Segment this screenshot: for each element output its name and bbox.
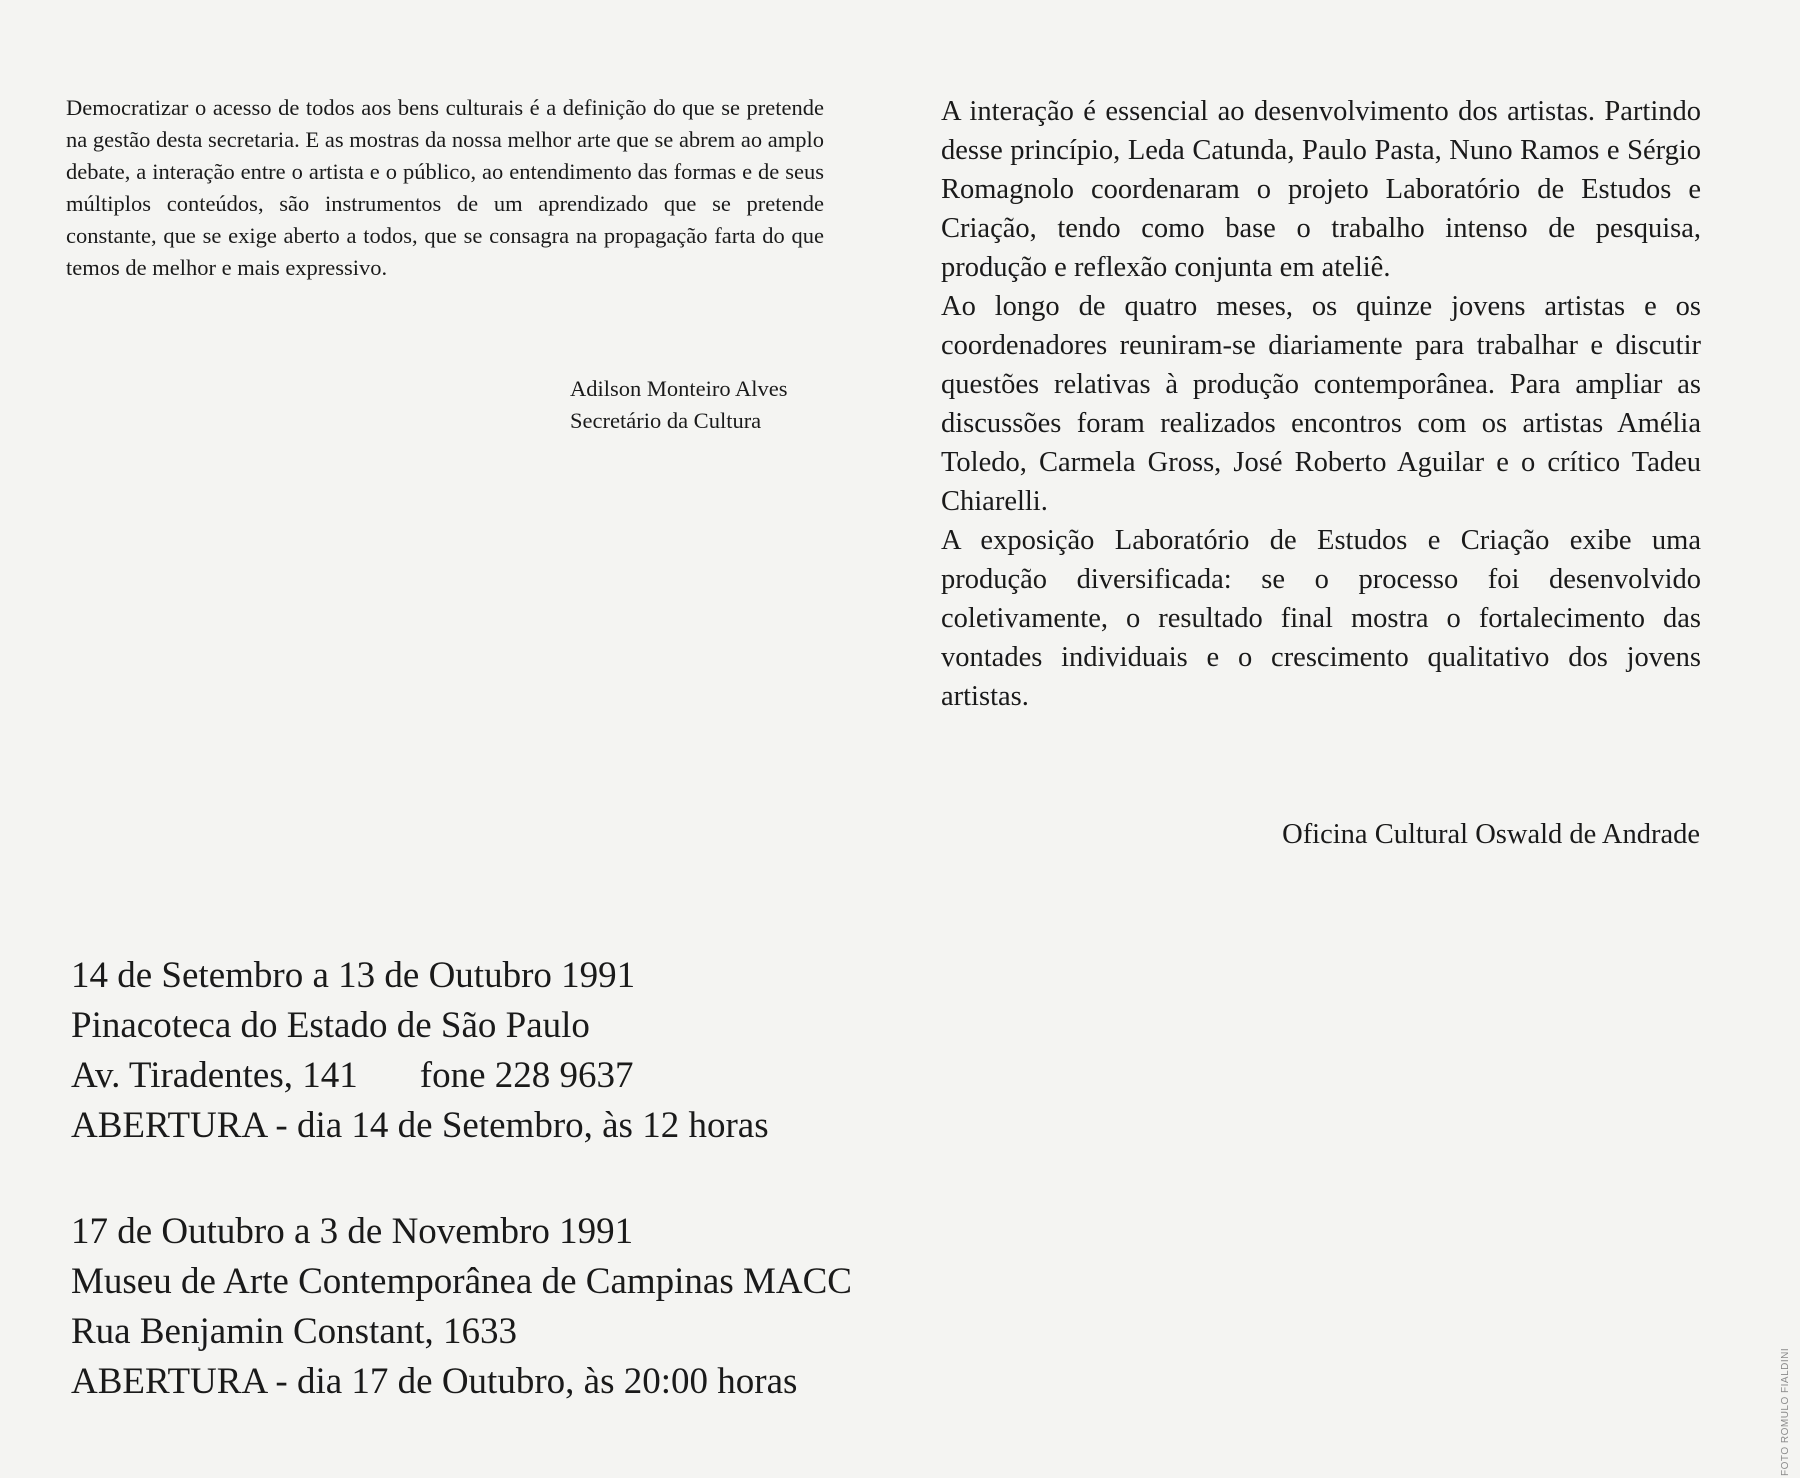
venue-macc bbox=[71, 1207, 852, 1407]
venue-opening: ABERTURA - dia 14 de Setembro, às 12 horas bbox=[71, 1105, 769, 1146]
venue-address-line bbox=[71, 1051, 769, 1101]
secretary-statement-text: Democratizar o acesso de todos aos bens culturais é a definição do que se pretende na gestão desta secretaria. E as mostras da nossa melhor arte que se abrem ao amplo debate, a interação entre o artista e o público, ao entendimento das formas e de seus múltiplos conteúdos, são instrumentos de um aprendizado que se pretende constante, que se exige aberto a todos, que se consagra na propagação farta do que temos de melhor e mais expressivo. bbox=[66, 95, 824, 280]
venue-place: Museu de Arte Contemporânea de Campinas MACC bbox=[71, 1261, 852, 1302]
workshop-signature: Oficina Cultural Oswald de Andrade bbox=[1282, 819, 1700, 850]
workshop-paragraph-1: A interação é essencial ao desenvolvimento dos artistas. Partindo desse princípio, Leda Catunda, Paulo Pasta, Nuno Ramos e Sérgio Romagnolo coordenaram o projeto Laboratório de Estudos e Criação, tendo como base o trabalho intenso de pesquisa, produção e reflexão conjunta em ateliê. bbox=[941, 96, 1701, 283]
venue-dates: 14 de Setembro a 13 de Outubro 1991 bbox=[71, 955, 636, 996]
workshop-statement bbox=[941, 92, 1701, 716]
venue-phone: fone 228 9637 bbox=[419, 1055, 634, 1096]
secretary-name: Adilson Monteiro Alves bbox=[570, 376, 788, 401]
venue-address: Rua Benjamin Constant, 1633 bbox=[71, 1311, 518, 1352]
venue-address: Av. Tiradentes, 141 bbox=[71, 1055, 358, 1096]
secretary-signature bbox=[570, 373, 788, 437]
secretary-statement bbox=[66, 92, 824, 284]
venue-opening: ABERTURA - dia 17 de Outubro, às 20:00 horas bbox=[71, 1361, 798, 1402]
venue-place: Pinacoteca do Estado de São Paulo bbox=[71, 1005, 590, 1046]
secretary-title: Secretário da Cultura bbox=[570, 408, 762, 433]
photo-credit: FOTO ROMULO FIALDINI bbox=[1780, 1347, 1791, 1476]
venue-pinacoteca bbox=[71, 951, 769, 1151]
venue-dates: 17 de Outubro a 3 de Novembro 1991 bbox=[71, 1211, 634, 1252]
workshop-paragraph-3: A exposição Laboratório de Estudos e Criação exibe uma produção diversificada: se o processo foi desenvolvido coletivamente, o resultado final mostra o fortalecimento das vontades individuais e o crescimento qualitativo dos jovens artistas. bbox=[941, 525, 1701, 712]
workshop-paragraph-2: Ao longo de quatro meses, os quinze jovens artistas e os coordenadores reuniram-se diariamente para trabalhar e discutir questões relativas à produção contemporânea. Para ampliar as discussões foram realizados encontros com os artistas Amélia Toledo, Carmela Gross, José Roberto Aguilar e o crítico Tadeu Chiarelli. bbox=[941, 291, 1701, 517]
